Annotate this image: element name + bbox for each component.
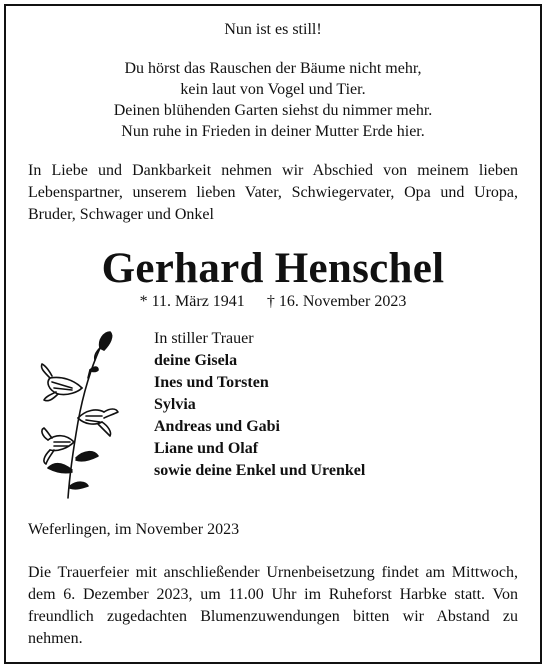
mourner-name: Andreas und Gabi (154, 418, 280, 435)
life-dates (28, 292, 518, 312)
poem (28, 58, 518, 142)
motto: Nun ist es still! (224, 21, 322, 38)
poem-line: Nun ruhe in Frieden in deiner Mutter Erde hier. (121, 123, 425, 140)
obituary-border (4, 4, 542, 664)
place-and-date: Weferlingen, im November 2023 (28, 521, 240, 538)
obituary-content (28, 20, 518, 652)
mourner-name: Ines und Torsten (154, 374, 269, 391)
poem-line: Du hörst das Rauschen der Bäume nicht mehr, (124, 60, 422, 77)
poem-line: Deinen blühenden Garten siehst du nimmer mehr. (113, 102, 433, 119)
death-date: † 16. November 2023 (266, 293, 407, 310)
mourner-name: Liane und Olaf (154, 440, 259, 457)
poem-line: kein laut von Vogel und Tier. (180, 81, 366, 98)
mourner-name: Sylvia (154, 396, 196, 413)
lily-flower-icon (38, 330, 120, 500)
intro-text: In Liebe und Dankbarkeit nehmen wir Abschied von meinem lieben Lebenspartner, unserem lieben Vater, Schwiegervater, Opa und Uropa, Bruder, Schwager und Onkel (28, 162, 518, 223)
funeral-notice: Die Trauerfeier mit anschließender Urnenbeisetzung findet am Mittwoch, dem 6. Dezember 2023, um 11.00 Uhr im Ruheforst Harbke statt. Von freundlich zugedachten Blumenzuwendungen bitten wir Abstand zu nehmen. (28, 564, 518, 647)
birth-date: * 11. März 1941 (139, 293, 245, 310)
mourner-name: sowie deine Enkel und Urenkel (154, 462, 366, 479)
mourners-section (28, 328, 518, 498)
mourners-heading: In stiller Trauer (154, 330, 254, 347)
mourner-list (154, 328, 365, 482)
mourner-name: deine Gisela (154, 352, 238, 369)
deceased-name: Gerhard Henschel (101, 245, 445, 292)
